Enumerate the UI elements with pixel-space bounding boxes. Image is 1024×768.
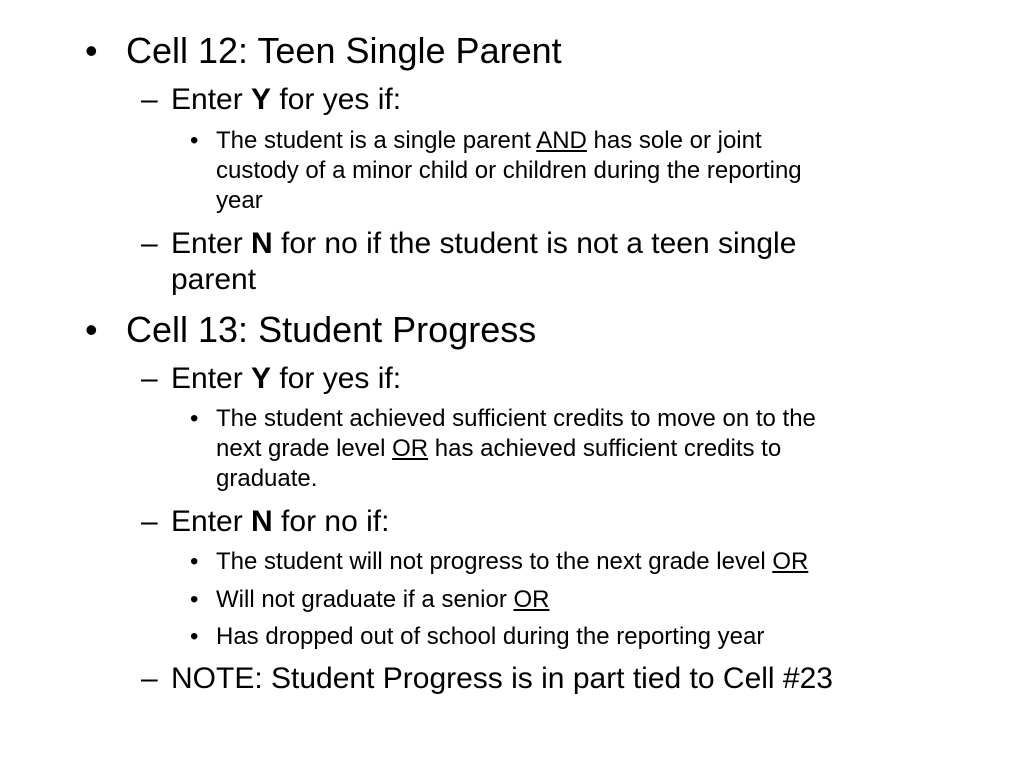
small-bullet-icon: • <box>190 127 199 154</box>
text-suffix: for yes if: <box>271 362 402 395</box>
text-prefix: Enter <box>171 227 252 260</box>
detail-text: has achieved sufficient credits to <box>428 435 782 462</box>
text-suffix: for no if the student is not a teen single <box>272 227 797 260</box>
small-bullet-icon: • <box>190 548 199 575</box>
dash-bullet-icon: – <box>141 662 158 695</box>
cell12-yes-text <box>171 83 401 117</box>
note-text: NOTE: Student Progress is in part tied to Cell #23 <box>171 662 833 695</box>
no-letter: N <box>251 227 273 260</box>
or-underlined: OR <box>513 586 550 613</box>
small-bullet-icon: • <box>190 586 199 613</box>
text-prefix: Enter <box>171 505 252 538</box>
cell12-no-line2: parent <box>171 263 257 296</box>
detail-text: Will not graduate if a senior <box>216 586 514 613</box>
detail-text: Has dropped out of school during the reporting year <box>216 623 765 650</box>
bullet-icon: • <box>85 309 98 350</box>
cell12-yes-detail-line3: year <box>216 187 263 214</box>
yes-letter: Y <box>251 83 272 116</box>
cell13-yes-detail-line2 <box>216 435 781 463</box>
or-underlined: OR <box>772 548 809 575</box>
small-bullet-icon: • <box>190 405 199 432</box>
dash-bullet-icon: – <box>141 227 158 260</box>
text-suffix: for no if: <box>272 505 390 538</box>
no-letter: N <box>251 505 273 538</box>
yes-letter: Y <box>251 362 272 395</box>
detail-text: next grade level <box>216 435 393 462</box>
dash-bullet-icon: – <box>141 83 158 116</box>
text-suffix: for yes if: <box>271 83 402 116</box>
detail-text: has sole or joint <box>586 127 762 154</box>
text-prefix: Enter <box>171 83 252 116</box>
text-prefix: Enter <box>171 362 252 395</box>
cell13-heading: Cell 13: Student Progress <box>126 309 537 350</box>
detail-text: The student achieved sufficient credits to move on to the <box>216 405 816 432</box>
detail-text: The student is a single parent <box>216 127 537 154</box>
dash-bullet-icon: – <box>141 362 158 395</box>
cell12-heading: Cell 12: Teen Single Parent <box>126 30 562 71</box>
bullet-icon: • <box>85 30 98 71</box>
and-underlined: AND <box>536 127 587 154</box>
cell12-yes-detail-line2: custody of a minor child or children during the reporting <box>216 157 802 184</box>
cell13-yes-detail-line3: graduate. <box>216 465 318 492</box>
small-bullet-icon: • <box>190 623 199 650</box>
detail-text: The student will not progress to the next grade level <box>216 548 773 575</box>
dash-bullet-icon: – <box>141 505 158 538</box>
or-underlined: OR <box>392 435 429 462</box>
